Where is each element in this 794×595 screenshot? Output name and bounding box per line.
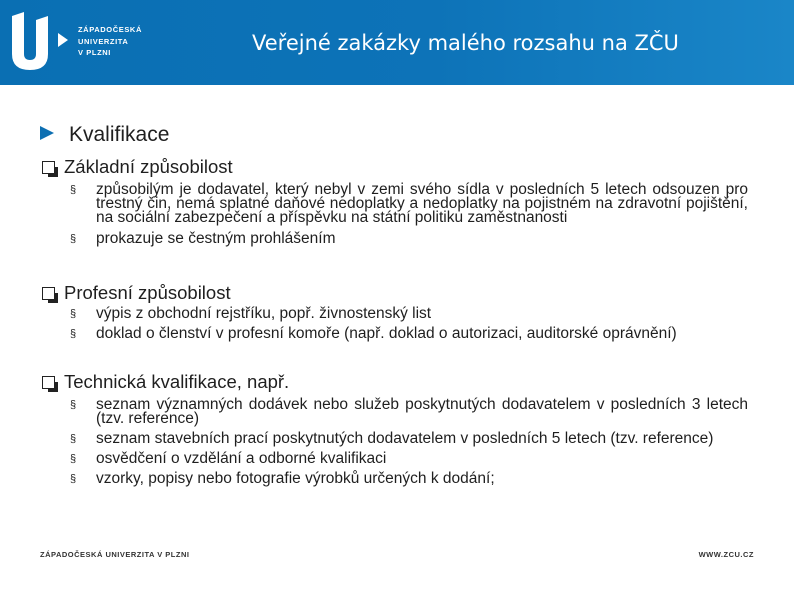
section-technicka-list: [70, 398, 748, 492]
section-zakladni: [42, 156, 233, 178]
list-item-text: způsobilým je dodavatel, který nebyl v zemi svého sídla v posledních 5 letech odsouzen pro trestný čin, nemá splatné daňové nedoplatky a nedoplatky na pojistném na zdravotní pojištění, na sociální zabezpečení a příspěvku na státní politiku zaměstnanosti: [96, 181, 748, 226]
section-title: Profesní způsobilost: [64, 282, 231, 303]
list-item-text: vzorky, popisy nebo fotografie výrobků určených k dodání;: [96, 470, 495, 487]
list-item: [70, 432, 748, 446]
header-bar: [0, 0, 794, 85]
square-bullet-icon: §: [70, 308, 77, 320]
main-heading-text: Kvalifikace: [69, 123, 170, 146]
logo-text: [78, 24, 142, 59]
logo-line-1: ZÁPADOČESKÁ: [78, 25, 142, 34]
logo-line-2: UNIVERZITA: [78, 36, 129, 46]
checkbox-bullet-icon: [42, 161, 55, 174]
list-item: [70, 452, 748, 466]
list-item: [70, 398, 748, 426]
list-item-text: prokazuje se čestným prohlášením: [96, 230, 336, 247]
list-item: [70, 232, 748, 246]
list-item-text: doklad o členství v profesní komoře (např. doklad o autorizaci, auditorské oprávnění): [96, 325, 677, 342]
footer-website-link[interactable]: WWW.ZCU.CZ: [698, 550, 754, 559]
zcu-logo-icon: [10, 10, 50, 72]
square-bullet-icon: §: [70, 453, 77, 465]
triangle-bullet-icon: [40, 126, 54, 140]
logo-line-3: V PLZNI: [78, 48, 111, 57]
logo-arrow-icon: [58, 33, 68, 47]
footer-university: ZÁPADOČESKÁ UNIVERZITA V PLZNI: [40, 550, 190, 559]
section-title: Technická kvalifikace: [64, 371, 237, 392]
slide-title: Veřejné zakázky malého rozsahu na ZČU: [252, 31, 679, 55]
square-bullet-icon: §: [70, 184, 77, 196]
main-heading: [40, 123, 169, 147]
list-item: [70, 183, 748, 225]
section-profesni: [42, 282, 231, 304]
list-item-text: seznam významných dodávek nebo služeb poskytnutých dodavatelem v posledních 3 letech (tzv. reference): [96, 396, 748, 427]
section-zakladni-list: [70, 183, 748, 252]
square-bullet-icon: §: [70, 328, 77, 340]
list-item: [70, 307, 748, 321]
square-bullet-icon: §: [70, 473, 77, 485]
checkbox-bullet-icon: [42, 376, 55, 389]
square-bullet-icon: §: [70, 433, 77, 445]
section-title-suffix: , např.: [236, 371, 290, 392]
list-item-text: osvědčení o vzdělání a odborné kvalifikaci: [96, 450, 387, 467]
section-profesni-list: [70, 307, 748, 347]
section-technicka: [42, 371, 289, 393]
list-item-text: výpis z obchodní rejstříku, popř. živnostenský list: [96, 305, 432, 322]
list-item: [70, 472, 748, 486]
list-item-text: seznam stavebních prací poskytnutých dodavatelem v posledních 5 letech (tzv. reference): [96, 430, 714, 447]
square-bullet-icon: §: [70, 233, 77, 245]
checkbox-bullet-icon: [42, 287, 55, 300]
section-title: Základní způsobilost: [64, 156, 233, 177]
square-bullet-icon: §: [70, 399, 77, 411]
list-item: [70, 327, 748, 341]
